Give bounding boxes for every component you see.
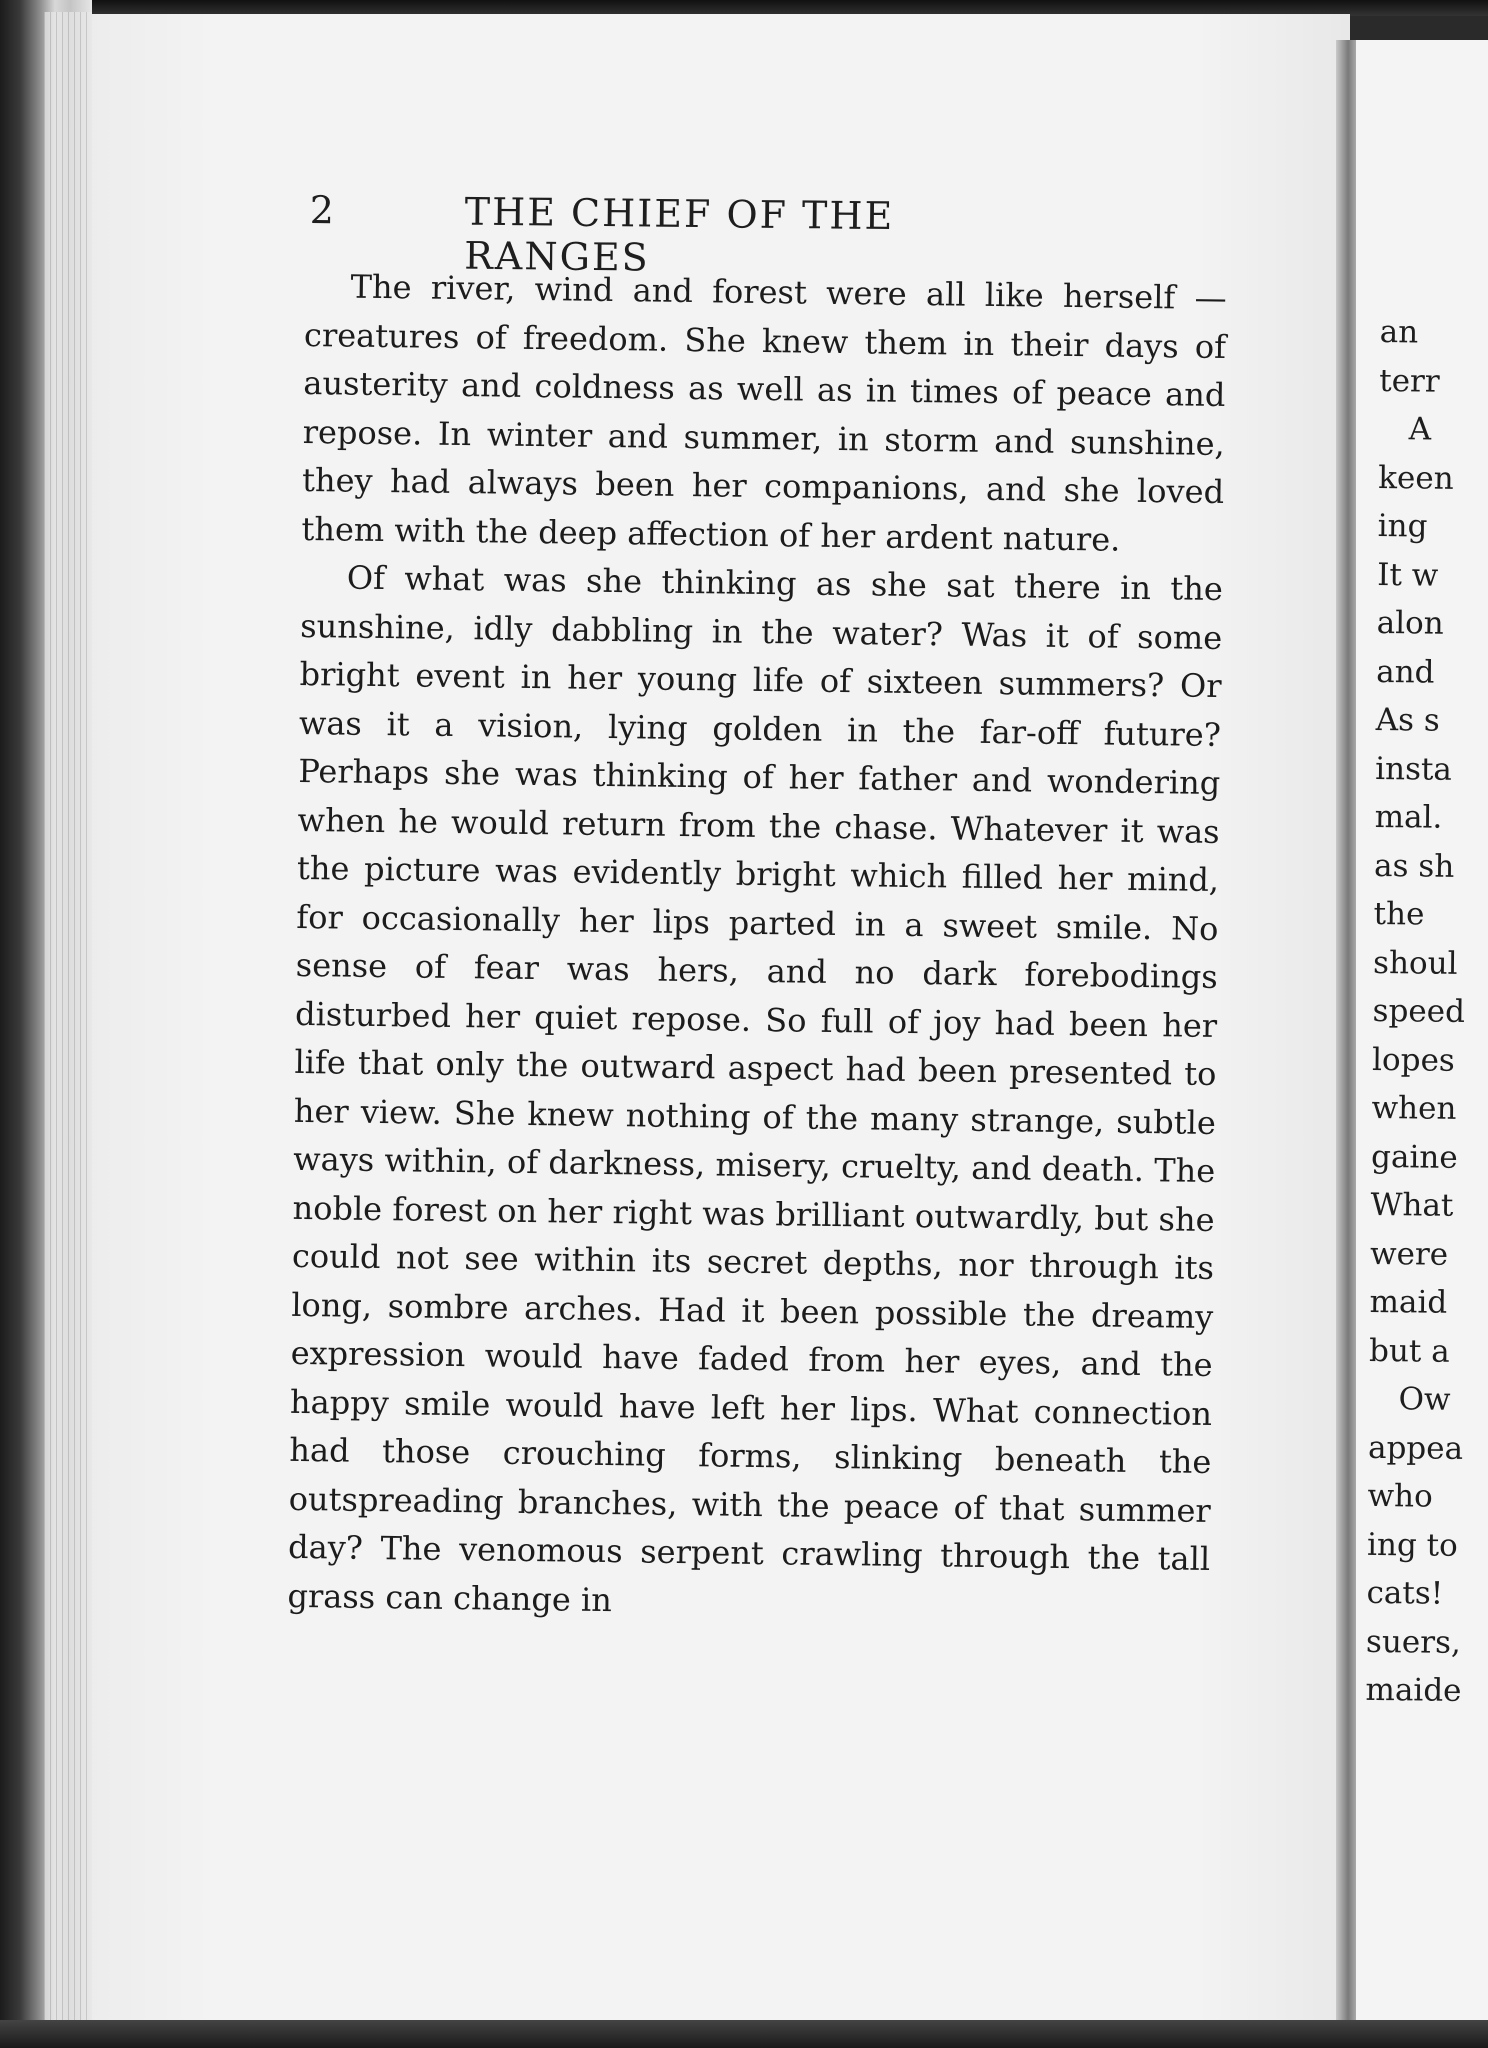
facing-line-fragment: A xyxy=(1408,411,1432,448)
facing-line-fragment: What xyxy=(1370,1186,1454,1224)
paragraph: The river, wind and forest were all like herself — creatures of freedom. She knew them in their days of austerity and coldness as well as in times of peace and repose. In winter and summer, in storm and sunshine, they had always been her companions, and she loved them with the deep affection of her ardent nature. xyxy=(301,267,1227,559)
facing-page-text xyxy=(1365,308,1488,1717)
facing-line-fragment: Ow xyxy=(1398,1381,1451,1418)
facing-line-fragment: maide xyxy=(1365,1671,1462,1709)
facing-line-fragment: speed xyxy=(1372,992,1466,1030)
facing-line-fragment: maid xyxy=(1369,1283,1448,1321)
facing-line-fragment: mal. xyxy=(1374,798,1443,836)
page-number: 2 xyxy=(309,188,335,233)
facing-line-fragment: suers, xyxy=(1365,1623,1462,1661)
facing-line-fragment: who xyxy=(1367,1477,1433,1515)
facing-line-fragment: gaine xyxy=(1370,1138,1458,1176)
page-gutter xyxy=(1336,40,1358,2030)
facing-line-fragment: lopes xyxy=(1371,1041,1456,1079)
book-binding xyxy=(0,0,92,2048)
facing-line-fragment: ing to xyxy=(1366,1526,1458,1564)
facing-line-fragment: insta xyxy=(1374,750,1453,788)
facing-line-fragment: keen xyxy=(1378,459,1454,497)
paragraph: Of what was she thinking as she sat there in the sunshine, idly dabbling in the water? Was it of some bright event in her young life of sixteen summers? Or was it a vision, lying golden in the far-off future? Perhaps she was thinking of her father and wondering when he would return from the chase. Whatever it was the picture was evidently bright which filled her mind, for occasionally her lips parted in a sweet smile. No sense of fear was hers, and no dark forebodings disturbed her quiet repose. So full of joy had been her life that only the outward aspect had been presented to her view. She knew nothing of the many strange, subtle ways within, of darkness, misery, cruelty, and death. The noble forest on her right was brilliant outwardly, but she could not see within its secret depths, nor through its long, sombre arches. Had it been possible the dreamy expression would have faded from her eyes, and the happy smile would have left her lips. What connection had those crouching forms, slinking beneath the outspreading branches, with the peace of that summer day? The venomous serpent crawling through the tall grass can change in xyxy=(287,558,1224,1619)
scan-bottom-edge xyxy=(0,2020,1488,2048)
facing-line-fragment: as sh xyxy=(1373,847,1455,885)
running-head xyxy=(309,188,1090,280)
facing-line-fragment: but a xyxy=(1368,1332,1450,1370)
facing-line-fragment: shoul xyxy=(1372,944,1458,982)
facing-line-fragment: ing xyxy=(1377,507,1428,545)
facing-line-fragment: It w xyxy=(1377,556,1439,594)
facing-line-fragment: As s xyxy=(1375,701,1440,739)
facing-page xyxy=(1356,40,1488,2030)
page-edges xyxy=(44,12,92,2022)
book-title: THE CHIEF OF THE RANGES xyxy=(464,189,895,280)
facing-line-fragment: the xyxy=(1373,895,1425,933)
facing-line-fragment: were xyxy=(1369,1235,1449,1273)
body-text xyxy=(287,262,1227,1632)
facing-line-fragment: appea xyxy=(1367,1429,1464,1467)
facing-line-fragment: alon xyxy=(1376,604,1444,642)
facing-line-fragment: an xyxy=(1379,313,1419,351)
facing-line-fragment: terr xyxy=(1379,362,1440,400)
facing-line-fragment: cats! xyxy=(1366,1574,1444,1612)
facing-line-fragment: when xyxy=(1371,1089,1457,1127)
facing-line-fragment: and xyxy=(1376,653,1435,691)
